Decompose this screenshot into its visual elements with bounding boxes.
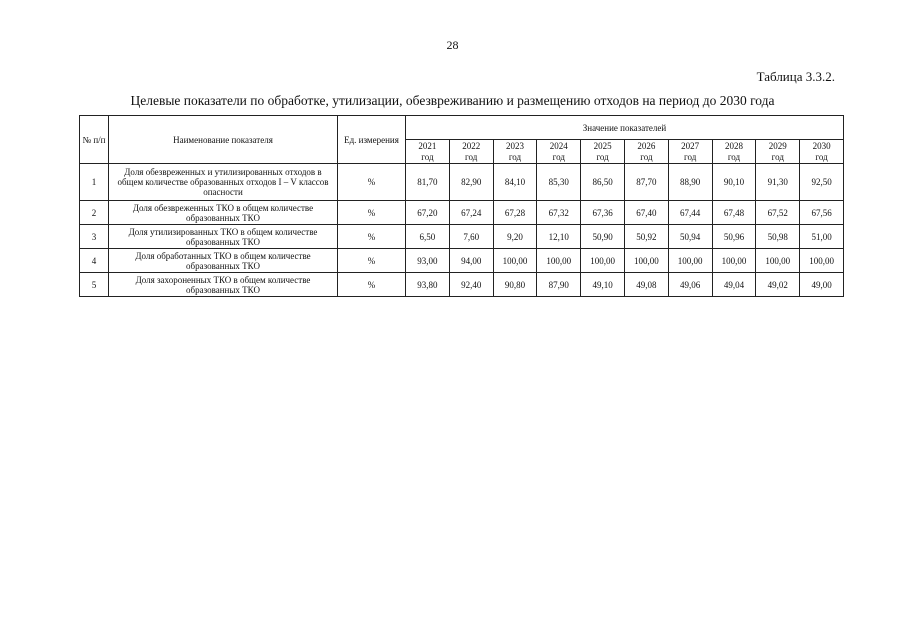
table-row <box>80 273 844 297</box>
row-value: 92,40 <box>449 273 493 297</box>
row-value: 67,40 <box>624 201 668 225</box>
row-value: 49,00 <box>800 273 844 297</box>
header-year-2021 <box>406 140 450 164</box>
row-num: 3 <box>80 225 109 249</box>
row-value: 87,70 <box>624 164 668 201</box>
row-unit: % <box>338 225 406 249</box>
row-value: 85,30 <box>537 164 581 201</box>
header-year-2024 <box>537 140 581 164</box>
table-row <box>80 225 844 249</box>
indicators-table <box>79 115 844 297</box>
row-value: 49,10 <box>581 273 625 297</box>
header-year-2028 <box>712 140 756 164</box>
header-name: Наименование показателя <box>109 116 338 164</box>
row-value: 90,80 <box>493 273 537 297</box>
row-value: 90,10 <box>712 164 756 201</box>
header-year-suffix: год <box>727 151 741 162</box>
header-year-2030 <box>800 140 844 164</box>
row-value: 6,50 <box>406 225 450 249</box>
row-value: 67,48 <box>712 201 756 225</box>
header-year-suffix: год <box>771 151 784 162</box>
row-value: 100,00 <box>756 249 800 273</box>
row-unit: % <box>338 273 406 297</box>
row-value: 49,06 <box>668 273 712 297</box>
table-header-row <box>80 116 844 140</box>
row-unit: % <box>338 164 406 201</box>
header-year-value: 2021 <box>418 140 437 151</box>
header-year-value: 2027 <box>681 140 700 151</box>
header-year-suffix: год <box>465 151 478 162</box>
header-year-value: 2029 <box>768 140 787 151</box>
row-value: 49,02 <box>756 273 800 297</box>
row-unit: % <box>338 249 406 273</box>
table-row <box>80 164 844 201</box>
row-value: 50,92 <box>624 225 668 249</box>
header-year-2029 <box>756 140 800 164</box>
header-year-suffix: год <box>508 151 522 162</box>
header-year-suffix: год <box>815 151 828 162</box>
header-values-group: Значение показателей <box>406 116 844 140</box>
header-year-2022 <box>449 140 493 164</box>
header-year-suffix: год <box>552 151 565 162</box>
row-value: 50,94 <box>668 225 712 249</box>
row-value: 91,30 <box>756 164 800 201</box>
row-unit: % <box>338 201 406 225</box>
row-value: 100,00 <box>537 249 581 273</box>
header-year-2025 <box>581 140 625 164</box>
header-year-value: 2025 <box>593 140 612 151</box>
row-value: 84,10 <box>493 164 537 201</box>
row-value: 100,00 <box>581 249 625 273</box>
row-value: 67,24 <box>449 201 493 225</box>
row-value: 100,00 <box>712 249 756 273</box>
table-body <box>80 164 844 297</box>
header-year-2026 <box>624 140 668 164</box>
row-num: 1 <box>80 164 109 201</box>
header-year-value: 2028 <box>724 140 743 151</box>
row-value: 49,04 <box>712 273 756 297</box>
row-value: 93,00 <box>406 249 450 273</box>
header-year-value: 2026 <box>637 140 656 151</box>
row-num: 2 <box>80 201 109 225</box>
row-name: Доля захороненных ТКО в общем количестве образованных ТКО <box>109 273 338 297</box>
header-year-2027 <box>668 140 712 164</box>
row-value: 9,20 <box>493 225 537 249</box>
row-value: 67,52 <box>756 201 800 225</box>
row-value: 86,50 <box>581 164 625 201</box>
header-year-value: 2023 <box>505 140 524 151</box>
header-year-suffix: год <box>640 151 653 162</box>
row-value: 67,56 <box>800 201 844 225</box>
row-value: 88,90 <box>668 164 712 201</box>
row-value: 67,36 <box>581 201 625 225</box>
row-value: 93,80 <box>406 273 450 297</box>
page-number: 28 <box>446 38 459 52</box>
row-value: 92,50 <box>800 164 844 201</box>
header-year-suffix: год <box>421 151 434 162</box>
header-year-suffix: год <box>684 151 697 162</box>
row-value: 94,00 <box>449 249 493 273</box>
table-title: Целевые показатели по обработке, утилизации, обезвреживанию и размещению отходов на период до 2030 года <box>130 93 775 108</box>
row-value: 7,60 <box>449 225 493 249</box>
row-value: 49,08 <box>624 273 668 297</box>
header-num: № п/п <box>80 116 109 164</box>
row-value: 51,00 <box>800 225 844 249</box>
row-value: 82,90 <box>449 164 493 201</box>
row-value: 50,90 <box>581 225 625 249</box>
header-unit: Ед. измерения <box>338 116 406 164</box>
row-value: 100,00 <box>800 249 844 273</box>
row-value: 100,00 <box>668 249 712 273</box>
row-value: 50,96 <box>712 225 756 249</box>
table-row <box>80 249 844 273</box>
header-year-suffix: год <box>596 151 609 162</box>
row-value: 67,20 <box>406 201 450 225</box>
header-year-value: 2030 <box>812 140 831 151</box>
header-year-value: 2022 <box>462 140 481 151</box>
row-value: 67,28 <box>493 201 537 225</box>
row-value: 100,00 <box>493 249 537 273</box>
row-value: 87,90 <box>537 273 581 297</box>
header-year-value: 2024 <box>549 140 568 151</box>
row-name: Доля утилизированных ТКО в общем количестве образованных ТКО <box>109 225 338 249</box>
header-year-2023 <box>493 140 537 164</box>
row-name: Доля обезвреженных и утилизированных отходов в общем количестве образованных отходов I – V классов опасности <box>109 164 338 201</box>
row-value: 67,32 <box>537 201 581 225</box>
row-value: 100,00 <box>624 249 668 273</box>
table-row <box>80 201 844 225</box>
row-num: 4 <box>80 249 109 273</box>
row-value: 81,70 <box>406 164 450 201</box>
table-label: Таблица 3.3.2. <box>756 69 835 84</box>
row-num: 5 <box>80 273 109 297</box>
row-value: 50,98 <box>756 225 800 249</box>
row-value: 67,44 <box>668 201 712 225</box>
row-value: 12,10 <box>537 225 581 249</box>
row-name: Доля обработанных ТКО в общем количестве образованных ТКО <box>109 249 338 273</box>
row-name: Доля обезвреженных ТКО в общем количестве образованных ТКО <box>109 201 338 225</box>
